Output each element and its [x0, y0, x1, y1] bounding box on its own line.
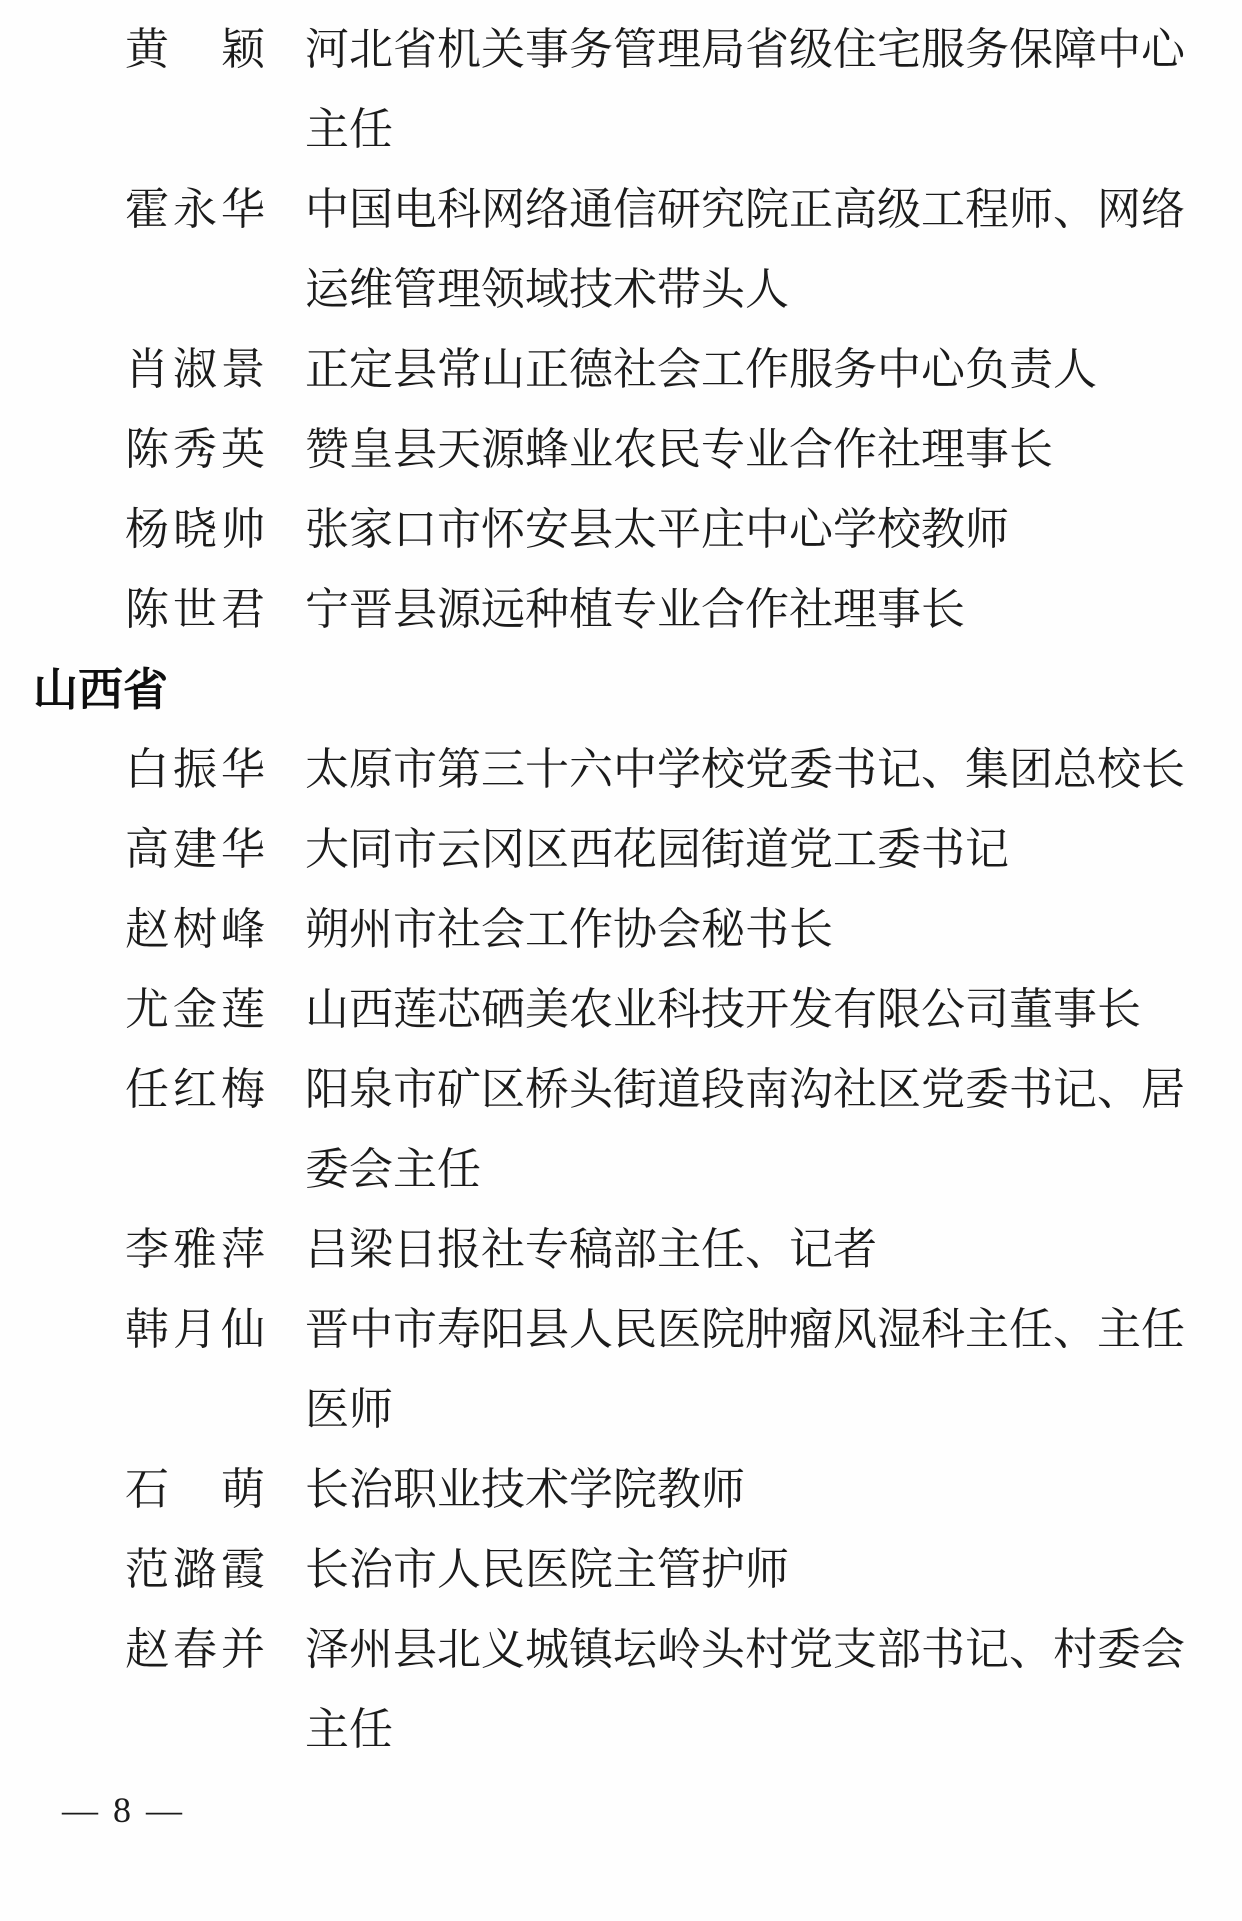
person-name [125, 810, 265, 890]
person-name-char: 潞 [173, 1545, 217, 1594]
roster-row [125, 1530, 1242, 1610]
person-position: 大同市云冈区西花园街道党工委书记 [305, 825, 1009, 874]
person-name-char: 霍 [125, 185, 169, 234]
roster-row [125, 730, 1242, 810]
person-name-char: 肖 [125, 345, 169, 394]
roster-row [125, 330, 1242, 410]
person-name-char: 华 [221, 825, 265, 874]
roster-row [125, 1610, 1242, 1770]
person-name [125, 570, 265, 650]
person-name-char: 峰 [221, 905, 265, 954]
person-name [125, 730, 265, 810]
person-position: 河北省机关事务管理局省级住宅服务保障中心主任 [305, 25, 1185, 154]
person-name-char: 建 [173, 825, 217, 874]
person-name-char: 振 [173, 745, 217, 794]
roster-row [125, 970, 1242, 1050]
person-name-char: 梅 [221, 1065, 265, 1114]
person-name-char: 并 [221, 1625, 265, 1674]
person-name-char: 景 [221, 345, 265, 394]
person-position: 宁晋县源远种植专业合作社理事长 [305, 585, 965, 634]
person-name [125, 330, 265, 410]
person-name-char: 帅 [221, 505, 265, 554]
person-position: 赞皇县天源蜂业农民专业合作社理事长 [305, 425, 1053, 474]
person-position: 阳泉市矿区桥头街道段南沟社区党委书记、居委会主任 [305, 1065, 1185, 1194]
person-name-char: 赵 [125, 1625, 169, 1674]
person-name-char: 萌 [221, 1465, 265, 1514]
page-number: — 8 — [62, 1790, 185, 1830]
person-name-char: 世 [173, 585, 217, 634]
person-name-char: 淑 [173, 345, 217, 394]
person-name-char: 红 [173, 1065, 217, 1114]
roster-row [125, 10, 1242, 170]
person-name [125, 10, 265, 90]
roster [33, 10, 1242, 1770]
person-name-char: 霞 [221, 1545, 265, 1594]
roster-row [125, 490, 1242, 570]
person-name [125, 410, 265, 490]
person-name [125, 1610, 265, 1690]
person-name-char: 莲 [221, 985, 265, 1034]
person-name-char: 赵 [125, 905, 169, 954]
person-position: 长治市人民医院主管护师 [305, 1545, 789, 1594]
roster-row [125, 170, 1242, 330]
province-section-header: 山西省 [33, 664, 169, 715]
roster-row [125, 570, 1242, 650]
person-name-char: 月 [173, 1305, 217, 1354]
person-name [125, 170, 265, 250]
person-name [125, 1450, 265, 1530]
person-position: 长治职业技术学院教师 [305, 1465, 745, 1514]
person-name-char: 李 [125, 1225, 169, 1274]
person-name [125, 1050, 265, 1130]
person-name-char: 萍 [221, 1225, 265, 1274]
person-name-char: 仙 [221, 1305, 265, 1354]
person-name [125, 970, 265, 1050]
person-name-char: 君 [221, 585, 265, 634]
person-name-char: 秀 [173, 425, 217, 474]
roster-row [125, 810, 1242, 890]
person-position: 山西莲芯硒美农业科技开发有限公司董事长 [305, 985, 1141, 1034]
person-name-char: 白 [125, 745, 169, 794]
person-name [125, 1210, 265, 1290]
person-name [125, 890, 265, 970]
roster-row [125, 1290, 1242, 1450]
person-name-char: 韩 [125, 1305, 169, 1354]
person-name-char: 春 [173, 1625, 217, 1674]
person-name-char: 陈 [125, 425, 169, 474]
person-name-char: 金 [173, 985, 217, 1034]
person-name-char: 永 [173, 185, 217, 234]
person-position: 吕梁日报社专稿部主任、记者 [305, 1225, 877, 1274]
person-name-char: 华 [221, 185, 265, 234]
person-position: 晋中市寿阳县人民医院肿瘤风湿科主任、主任医师 [305, 1305, 1185, 1434]
person-position: 泽州县北义城镇坛岭头村党支部书记、村委会主任 [305, 1625, 1185, 1754]
person-position: 朔州市社会工作协会秘书长 [305, 905, 833, 954]
roster-row [125, 1050, 1242, 1210]
person-name-char: 晓 [173, 505, 217, 554]
person-position: 太原市第三十六中学校党委书记、集团总校长 [305, 745, 1185, 794]
person-name [125, 1290, 265, 1370]
person-name-char: 英 [221, 425, 265, 474]
roster-row [125, 1210, 1242, 1290]
person-name [125, 490, 265, 570]
person-name-char: 范 [125, 1545, 169, 1594]
person-name-char: 树 [173, 905, 217, 954]
person-name [125, 1530, 265, 1610]
roster-row [125, 1450, 1242, 1530]
person-name-char: 华 [221, 745, 265, 794]
person-position: 张家口市怀安县太平庄中心学校教师 [305, 505, 1009, 554]
person-name-char: 高 [125, 825, 169, 874]
roster-row [125, 890, 1242, 970]
person-name-char: 尤 [125, 985, 169, 1034]
person-name-char: 杨 [125, 505, 169, 554]
person-name-char: 任 [125, 1065, 169, 1114]
person-name-char: 雅 [173, 1225, 217, 1274]
roster-row [125, 410, 1242, 490]
person-name-char: 陈 [125, 585, 169, 634]
person-name-char: 黄 [125, 25, 169, 74]
person-name-char: 石 [125, 1465, 169, 1514]
person-position: 中国电科网络通信研究院正高级工程师、网络运维管理领域技术带头人 [305, 185, 1185, 314]
person-position: 正定县常山正德社会工作服务中心负责人 [305, 345, 1097, 394]
person-name-char: 颖 [221, 25, 265, 74]
